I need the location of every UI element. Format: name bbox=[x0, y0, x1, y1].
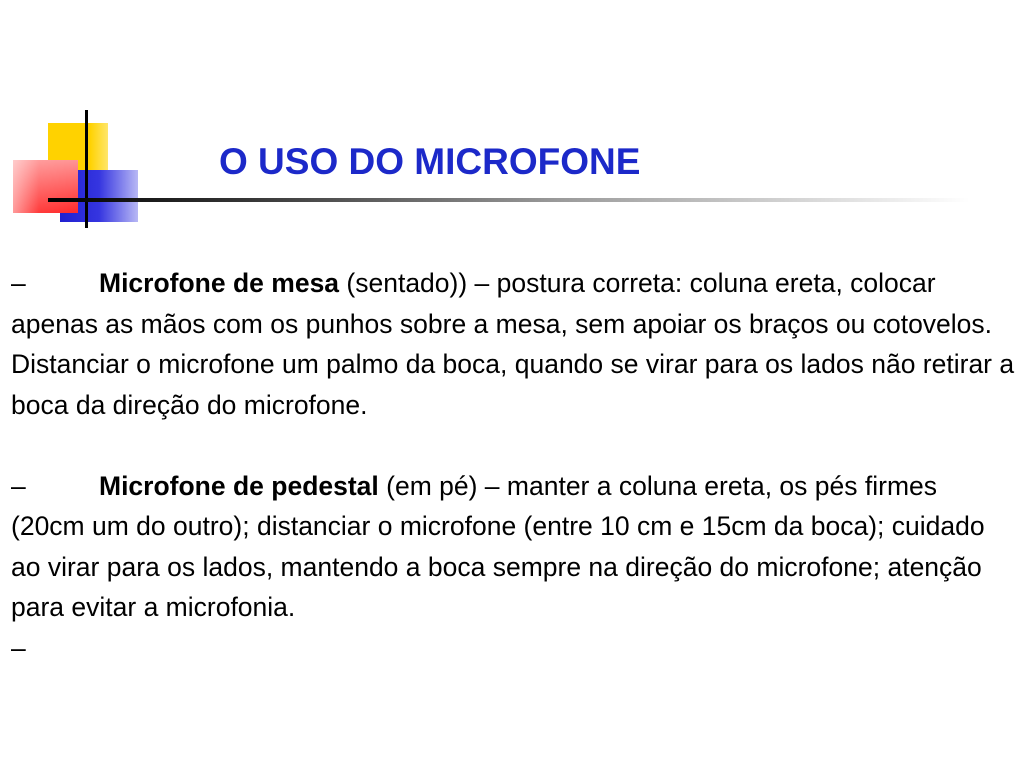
bullet-term: Microfone de mesa bbox=[99, 268, 340, 298]
bullet-dash: – bbox=[11, 632, 26, 663]
bullet-term: Microfone de pedestal bbox=[99, 470, 379, 501]
logo-vertical-line bbox=[85, 110, 88, 228]
bullet-dash: – bbox=[11, 268, 26, 298]
bullet-text: (em pé) – manter a coluna ereta, os pés firmes (20cm um do outro); distanciar o microfone (entre 10 cm e 15cm da boca); cuidado ao virar para os lados, mantendo a boca sempre na direção do microfone; atenção para evitar a microfonia. bbox=[11, 470, 985, 622]
slide-title: O USO DO MICROFONE bbox=[219, 141, 641, 182]
slide-logo-decoration bbox=[0, 0, 140, 240]
paragraph-spacer bbox=[11, 425, 1015, 466]
slide-body bbox=[11, 263, 1015, 668]
bullet-microfone-de-mesa bbox=[11, 263, 1015, 425]
bullet-dash: – bbox=[11, 470, 26, 501]
bullet-empty bbox=[11, 628, 1015, 669]
bullet-text: (sentado)) – postura correta: coluna ereta, colocar apenas as mãos com os punhos sobre a mesa, sem apoiar os braços ou cotovelos. Distanciar o microfone um palmo da boca, quando se virar para os lados não retirar a boca da direção do microfone. bbox=[11, 268, 1015, 420]
title-divider bbox=[55, 198, 970, 202]
bullet-microfone-de-pedestal bbox=[11, 466, 1015, 628]
